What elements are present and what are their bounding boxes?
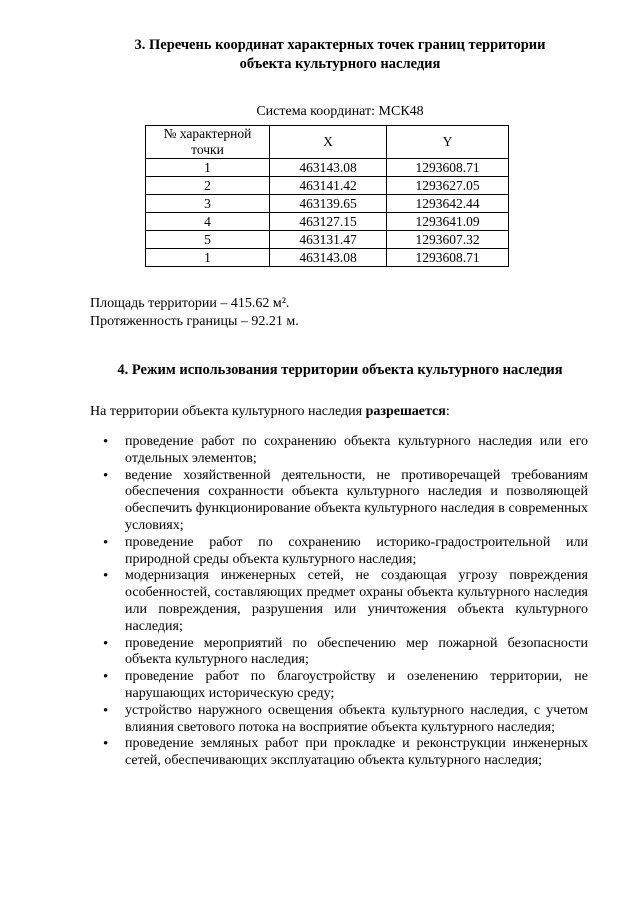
intro-bold: разрешается (365, 404, 446, 419)
cell-point: 5 (146, 231, 270, 249)
cell-x: 463143.08 (270, 159, 387, 177)
permitted-intro (90, 404, 450, 420)
header-x: X (270, 126, 387, 159)
coordinate-system-label: Система координат: МСК48 (256, 104, 424, 119)
list-item: • модернизация инженерных сетей, не создающая угрозу повреждения особенностей, составляющих предмет охраны объекта культурного наследия или повреждения, разрушения или уничтожения объекта культурного наследия; (90, 568, 588, 635)
cell-y: 1293642.44 (387, 195, 509, 213)
boundary-length: Протяженность границы – 92.21 м. (90, 314, 299, 329)
cell-y: 1293627.05 (387, 177, 509, 195)
area-info (90, 295, 299, 331)
list-item: • проведение работ по благоустройству и озеленению территории, не нарушающих историческую среду; (90, 669, 588, 703)
cell-y: 1293641.09 (387, 213, 509, 231)
cell-point: 4 (146, 213, 270, 231)
cell-y: 1293607.32 (387, 231, 509, 249)
cell-x: 463141.42 (270, 177, 387, 195)
intro-end: : (445, 404, 450, 419)
permitted-list (90, 434, 588, 770)
section-4-heading: 4. Режим использования территории объекта культурного наследия (117, 362, 563, 378)
cell-point: 1 (146, 159, 270, 177)
table-row (146, 159, 509, 177)
list-item: • ведение хозяйственной деятельности, не противоречащей требованиям обеспечения сохранности объекта культурного наследия и позволяющей обеспечить функционирование объекта культурного наследия в современных условиях; (90, 468, 588, 535)
cell-x: 463143.08 (270, 249, 387, 267)
cell-point: 1 (146, 249, 270, 267)
table-row (146, 213, 509, 231)
list-item: • проведение работ по сохранению объекта культурного наследия или его отдельных элементов; (90, 434, 588, 468)
cell-y: 1293608.71 (387, 159, 509, 177)
intro-text: На территории объекта культурного наследия (90, 404, 366, 419)
section-3-heading-line1: 3. Перечень координат характерных точек границ территории (134, 37, 546, 53)
cell-x: 463139.65 (270, 195, 387, 213)
table-row (146, 195, 509, 213)
cell-x: 463131.47 (270, 231, 387, 249)
header-y: Y (387, 126, 509, 159)
section-3-heading-line2: объекта культурного наследия (239, 56, 441, 72)
section-3-heading (90, 36, 590, 74)
table-header-row (146, 126, 509, 159)
cell-point: 3 (146, 195, 270, 213)
coordinates-table (145, 125, 509, 267)
table-row (146, 177, 509, 195)
territory-area: Площадь территории – 415.62 м². (90, 296, 290, 311)
cell-x: 463127.15 (270, 213, 387, 231)
header-point-number: № характерной точки (146, 126, 270, 159)
table-row (146, 249, 509, 267)
list-item: • проведение земляных работ при прокладке и реконструкции инженерных сетей, обеспечивающих эксплуатацию объекта культурного наследия; (90, 736, 588, 770)
cell-point: 2 (146, 177, 270, 195)
list-item: • проведение мероприятий по обеспечению мер пожарной безопасности объекта культурного наследия; (90, 636, 588, 670)
list-item: • устройство наружного освещения объекта культурного наследия, с учетом влияния светового потока на восприятие объекта культурного наследия; (90, 703, 588, 737)
cell-y: 1293608.71 (387, 249, 509, 267)
list-item: • проведение работ по сохранению историко-градостроительной или природной среды объекта культурного наследия; (90, 535, 588, 569)
table-row (146, 231, 509, 249)
